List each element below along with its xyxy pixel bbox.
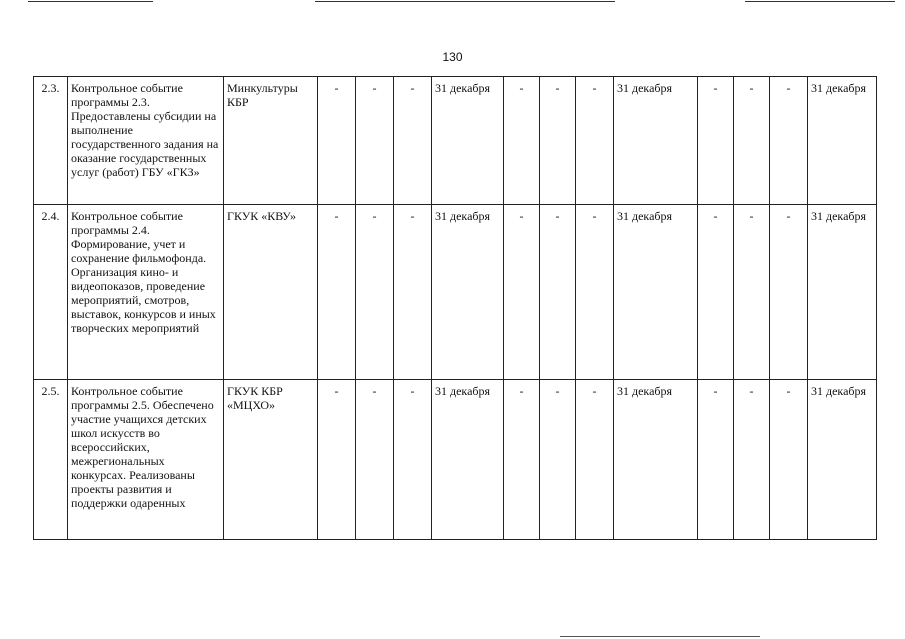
period-cell: - xyxy=(394,205,432,380)
period-cell: - xyxy=(356,205,394,380)
table-row xyxy=(34,380,877,540)
deadline-cell: 31 декабря xyxy=(432,205,504,380)
table-row xyxy=(34,205,877,380)
row-number: 2.5. xyxy=(34,380,68,540)
deadline-cell: 31 декабря xyxy=(808,77,877,205)
period-cell: - xyxy=(576,77,614,205)
executor-cell: ГКУК «КВУ» xyxy=(224,205,318,380)
period-cell: - xyxy=(576,380,614,540)
period-cell: - xyxy=(770,77,808,205)
period-cell: - xyxy=(734,77,770,205)
period-cell: - xyxy=(734,205,770,380)
period-cell: - xyxy=(770,380,808,540)
bottom-rule xyxy=(560,636,760,637)
period-cell: - xyxy=(504,77,540,205)
top-rule-left xyxy=(28,1,153,2)
period-cell: - xyxy=(504,380,540,540)
executor-cell: ГКУК КБР «МЦХО» xyxy=(224,380,318,540)
row-number: 2.4. xyxy=(34,205,68,380)
deadline-cell: 31 декабря xyxy=(808,205,877,380)
period-cell: - xyxy=(356,380,394,540)
period-cell: - xyxy=(698,205,734,380)
period-cell: - xyxy=(318,205,356,380)
period-cell: - xyxy=(698,380,734,540)
period-cell: - xyxy=(504,205,540,380)
period-cell: - xyxy=(734,380,770,540)
period-cell: - xyxy=(394,77,432,205)
deadline-cell: 31 декабря xyxy=(808,380,877,540)
event-description: Контрольное событие программы 2.3. Предоставлены субсидии на выполнение государственного задания на оказание государственных услуг (работ) ГБУ «ГКЗ» xyxy=(68,77,224,205)
period-cell: - xyxy=(576,205,614,380)
deadline-cell: 31 декабря xyxy=(432,77,504,205)
event-description: Контрольное событие программы 2.4. Формирование, учет и сохранение фильмофонда. Организация кино- и видеопоказов, проведение мероприятий, смотров, выставок, конкурсов и иных творческих мероприятий xyxy=(68,205,224,380)
deadline-cell: 31 декабря xyxy=(432,380,504,540)
period-cell: - xyxy=(394,380,432,540)
deadline-cell: 31 декабря xyxy=(614,77,698,205)
period-cell: - xyxy=(540,77,576,205)
period-cell: - xyxy=(318,77,356,205)
top-rule-middle xyxy=(315,1,615,2)
period-cell: - xyxy=(540,380,576,540)
top-rule-right xyxy=(745,1,895,2)
table-row xyxy=(34,77,877,205)
period-cell: - xyxy=(318,380,356,540)
row-number: 2.3. xyxy=(34,77,68,205)
executor-cell: Минкультуры КБР xyxy=(224,77,318,205)
deadline-cell: 31 декабря xyxy=(614,380,698,540)
event-description: Контрольное событие программы 2.5. Обеспечено участие учащихся детских школ искусств во всероссийских, межрегиональных конкурсах. Реализованы проекты развития и поддержки одаренных xyxy=(68,380,224,540)
page-number: 130 xyxy=(442,50,463,64)
period-cell: - xyxy=(540,205,576,380)
deadline-cell: 31 декабря xyxy=(614,205,698,380)
period-cell: - xyxy=(356,77,394,205)
control-events-table xyxy=(33,76,877,540)
period-cell: - xyxy=(698,77,734,205)
period-cell: - xyxy=(770,205,808,380)
